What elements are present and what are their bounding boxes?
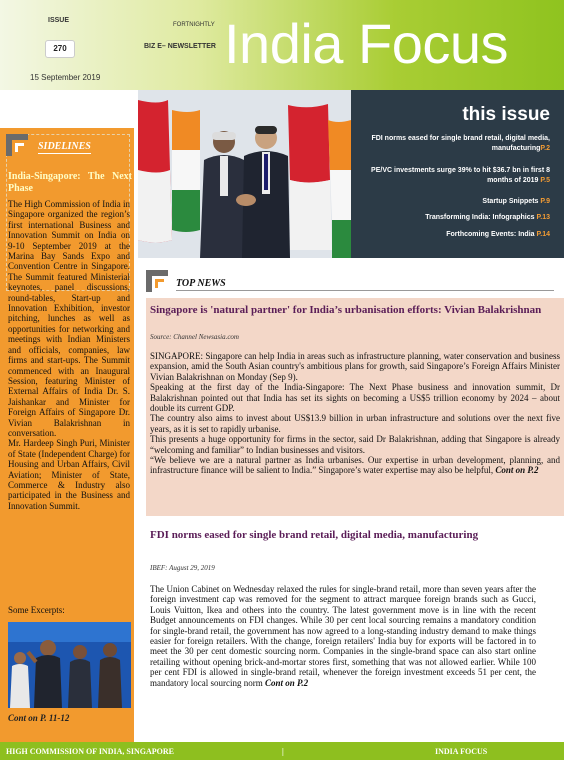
lead-article-title: Singapore is 'natural partner' for India’s urbanisation efforts: Vivian Balakrishnan <box>150 304 542 316</box>
sidelines-sidebar <box>0 128 134 742</box>
second-article-title: FDI norms eased for single brand retail, digital media, manufacturing <box>150 529 479 541</box>
toc-item-page: P.13 <box>536 214 550 221</box>
toc-item[interactable] <box>370 230 550 240</box>
toc-item-text: Forthcoming Events: India <box>446 231 535 238</box>
lead-article-paragraph: The country also aims to invest about US$13.9 billion in urban infrastructure and solutions over the next five years, as it is set to rapidly urbanise. <box>150 413 560 434</box>
toc-item-text: Transforming India: Infographics <box>425 214 535 221</box>
newsletter-label: BIZ E– NEWSLETTER <box>144 43 216 50</box>
lead-article-paragraph: Speaking at the first day of the India-Singapore: The Next Phase business and innovation summit, Dr Balakrishnan pointed out that India has set its sights on becoming a US$5 trillion economy by 2024 – about double its current GDP. <box>150 382 560 414</box>
second-article-body <box>150 584 536 688</box>
corner-bracket-icon <box>6 134 28 156</box>
footer-left-text: HIGH COMMISSION OF INDIA, SINGAPORE <box>6 747 174 756</box>
sidebar-paragraph: Mr. Hardeep Singh Puri, Minister of State (Independent Charge) for Housing and Urban Affairs, Civil Aviation; Minister of State, Commerce & Industry also participated in the Business and Innovation Summit. <box>8 438 130 511</box>
top-news-label: TOP NEWS <box>176 278 226 289</box>
toc-item-text: Startup Snippets <box>482 198 539 205</box>
sidelines-title: SIDELINES <box>38 141 91 152</box>
sidebar-body <box>8 199 130 511</box>
second-article-source: IBEF: August 29, 2019 <box>150 564 215 572</box>
this-issue-panel <box>351 90 564 258</box>
summit-photo <box>8 622 131 708</box>
toc-item-page: P.2 <box>540 145 550 152</box>
brand-title: India Focus <box>224 12 508 75</box>
fortnightly-label: FORTNIGHTLY <box>173 22 215 28</box>
toc-item-page: P.9 <box>540 198 550 205</box>
toc-item-page: P.5 <box>540 177 550 184</box>
lead-article-paragraph: This presents a huge opportunity for firms in the sector, said Dr Balakrishnan, adding that Singapore is already “welcoming and familiar” to Indian businesses and visitors. <box>150 434 560 455</box>
lead-article-body <box>150 351 560 476</box>
footer-bar <box>0 742 564 760</box>
issue-date: 15 September 2019 <box>30 73 101 82</box>
lead-article-source: Source: Channel Newsasia.com <box>150 333 239 341</box>
second-article-continue-link[interactable]: Cont on P.2 <box>264 677 309 688</box>
lead-article-paragraph: SINGAPORE: Singapore can help India in areas such as infrastructure planning, water conservation and business expansion, amid the South Asian country's ambitious plans for growth, said Singapore’s Foreign Affairs Minister Vivian Balakrishnan on Monday (Sep 9). <box>150 351 560 382</box>
toc-item[interactable] <box>370 134 550 154</box>
corner-bracket-icon <box>146 270 168 292</box>
toc-item-page: P.14 <box>536 231 550 238</box>
toc-item-text: FDI norms eased for single brand retail, digital media, manufacturing <box>371 135 550 152</box>
toc-item[interactable] <box>370 213 550 223</box>
footer-right-text: INDIA FOCUS <box>435 747 488 756</box>
toc-item[interactable] <box>370 166 550 186</box>
lead-article-continue-link[interactable]: Cont on P.2 <box>495 465 539 476</box>
lead-article <box>146 298 564 516</box>
lead-article-paragraph: “We believe we are a natural partner as India urbanises. Our expertise in urban development, planning, and infrastructure finance will be salient to India.” Singapore’s water expertise may also be helpful, <box>150 455 560 476</box>
second-article-text: The Union Cabinet on Wednesday relaxed the rules for single-brand retail, more than seven years after the foreign investment cap was removed for the segment to attract marquee foreign brands such as Gucci, Louis Vuitton, Ikea and others into the country. The latest government move is in line with the recent Budget announcements on FDI changes. While 30 per cent local sourcing remains a mandatory condition for single-brand retail, the government has now agreed to a long-standing industry demand to make things easier for foreign retailers. With the change, foreign retailers' India buy for exports will be factored in to meet the 30 per cent domestic sourcing norm. Companies in the single-brand space can also start online retailing without opening brick-and-mortar stores first, something that was not allowed earlier. While 100 per cent FDI is allowed in single-brand retail, whenever the foreign investment exceeds 51 per cent, the mandatory local sourcing norm <box>150 584 536 688</box>
toc-item-text: PE/VC investments surge 39% to hit $36.7 bn in first 8 months of 2019 <box>371 167 550 184</box>
handshake-photo-illustration <box>138 90 351 258</box>
masthead <box>0 0 564 90</box>
top-news-rule <box>176 290 554 291</box>
toc-item[interactable] <box>370 197 550 207</box>
issue-label: ISSUE <box>48 17 70 24</box>
issue-number: 270 <box>45 40 75 58</box>
footer-divider: | <box>282 747 284 756</box>
sidebar-paragraph: The High Commission of India in Singapore organized the region’s first international Business and Innovation Summit on India on 9-10 September 2019 at the Marina Bay Sands Expo and Convention Centre in Singapore. The Summit featured Ministerial keynotes, panel discussions, round-tables, Start-up and Innovation Exhibition, investor pitching, lunches as well as opportunities for networking and meetings with Indian Ministers and officials, companies, law firms and start-ups. The Summit commenced with an Inaugural Session, featuring Minister of External Affairs of India Dr. S. Jaishankar and Minister for Foreign Affairs of Singapore Dr. Vivian Balakrishnan in conversation. <box>8 199 130 438</box>
excerpts-label: Some Excerpts: <box>8 605 65 615</box>
sidebar-continue-link[interactable]: Cont on P. 11-12 <box>8 713 70 723</box>
hero-photo <box>138 90 351 258</box>
summit-photo-illustration <box>8 622 131 708</box>
this-issue-title: this issue <box>462 104 550 125</box>
sidebar-headline: India-Singapore: The Next Phase <box>8 171 132 194</box>
